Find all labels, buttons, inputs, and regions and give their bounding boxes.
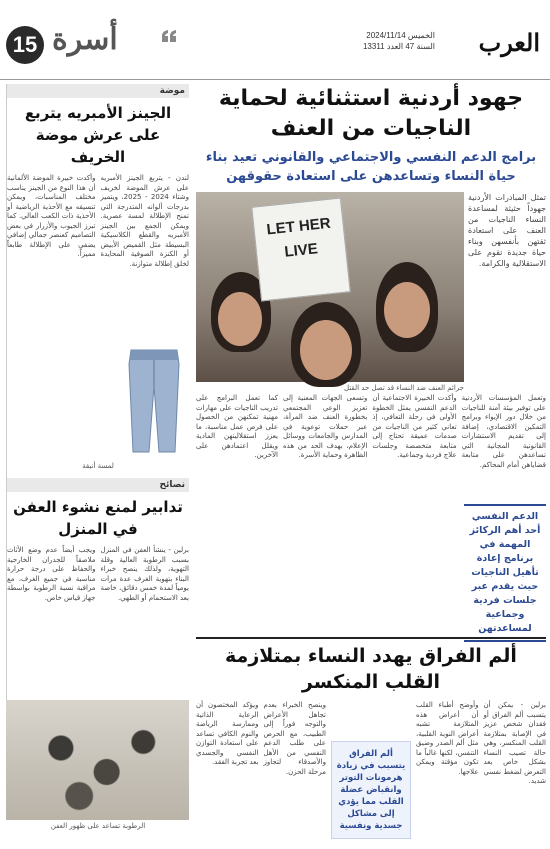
section-name: أسرة	[52, 22, 118, 57]
lead-text: تمثل المبادرات الأردنية جهوداً حثيثة لمساعدة النساء الناجيات من العنف على استعادة ثقتهن بأنفسهن وبناء حياة جديدة تقوم على الاستقلالية والكرامة.	[468, 193, 546, 268]
main-subhead: برامج الدعم النفسي والاجتماعي والقانوني تعيد بناء حياة النساء وتساعدهن على استعادة حقوقهن	[205, 150, 537, 184]
sidebar	[6, 84, 189, 830]
fashion-section-label: موضة	[7, 84, 189, 98]
second-headline: ألم الفراق يهدد النساء بمتلازمة القلب المنكسر	[225, 645, 517, 693]
jeans-image	[119, 346, 189, 456]
pull-quote: الدعم النفسي أحد أهم الركائز المهمة في برنامج إعادة تأهيل الناجيات حيث يقدم عبر جلسات فردية وجماعية لمساعدتهن	[464, 504, 546, 642]
advice-text-columns	[7, 546, 189, 696]
jeans-caption: لمسة أنيقة	[82, 462, 114, 470]
story2-column: ويؤكد المختصون أن الرعاية الذاتية وممارسة الرياضة والنوم الكافي تساعد على استعادة التوازن النفسي والجسدي بعد تجربة الفقد.	[196, 701, 259, 766]
story2-column: وينصح الخبراء بعدم تجاهل الأعراض والتوجه فوراً إلى الطبيب، مع الحرص على طلب الدعم النفسي من الأهل والأصدقاء لتجاوز مرحلة الحزن.	[263, 701, 326, 776]
protest-sign	[251, 198, 350, 302]
fashion-text: وأكدت خبيرة الموضة الألمانية أن هذا النوع من الجينز يناسب مختلف المناسبات، ويمكن تنسيقه مع الأحذية الرياضية أو الأحذية ذات الكعب العالي. كما تبرز الجيوب والأزرار في بعض التصاميم كعنصر جمالي إضافي يضفي على الإطلالة طابعاً مميزاً.	[7, 174, 96, 258]
photo-caption: جرائم العنف ضد النساء قد تصل حد القتل	[344, 384, 464, 392]
advice-title: تدابير لمنع نشوء العفن في المنزل	[13, 498, 183, 538]
mold-wall-image	[6, 700, 189, 820]
story2-column: وأوضح أطباء القلب أن أعراض هذه المتلازمة تشبه أعراض النوبة القلبية، مثل ألم الصدر وضيق التنفس، لكنها غالباً ما تكون مؤقتة ويمكن علاجها.	[416, 701, 479, 776]
body-column: كما تعمل البرامج على تدريب الناجيات على مهارات مهنية تمكنهن من الحصول على فرص عمل مناسبة، ما يعزز استقلاليتهن المادية ويقلل اعتمادهن على الآخرين.	[196, 394, 279, 459]
second-story-columns	[196, 701, 546, 849]
sign-line-2: LIVE	[283, 240, 319, 261]
issue-date: الخميس 2024/11/14	[366, 31, 435, 40]
main-headline: جهود أردنية استثنائية لحماية الناجيات من العنف	[218, 86, 524, 141]
advice-text: برلين - ينشأ العفن في المنزل بسبب الرطوبة العالية وقلة التهوية، ولذلك ينصح خبراء البناء بتهوية الغرف عدة مرات يومياً لمدة خمس دقائق، خاصة بعد الاستحمام أو الطهي.	[100, 546, 189, 602]
advice-text: ويجب أيضاً عدم وضع الأثاث ملاصقاً للجدران الخارجية والحفاظ على درجة حرارة مناسبة في جميع الغرف، مع مراقبة نسبة الرطوبة بواسطة جهاز قياس خاص.	[7, 546, 96, 602]
advice-section-label: نصائح	[7, 478, 189, 492]
page-number: 15	[6, 26, 44, 64]
issue-info	[363, 30, 435, 52]
second-story	[196, 637, 546, 849]
body-column: وأكدت الخبيرة الاجتماعية أن الدعم النفسي يمثل الخطوة الأولى في رحلة التعافي، إذ تعاني كثير من الناجيات من صدمات عميقة تحتاج إلى متابعة متخصصة وجلسات علاج فردية وجماعية.	[372, 394, 457, 459]
masthead	[0, 0, 550, 80]
mold-caption: الرطوبة تساعد على ظهور العفن	[50, 822, 146, 830]
fashion-text: لندن - يتربع الجينز الأمبريه على عرش الموضة لخريف وشتاء 2024 - 2025، ويتميز بدرجات ألوانه المتدرجة التي تمنح الإطلالة لمسة عصرية. ويمكن الجمع بين الجينز الأمبريه والقطع الكلاسيكية البسيطة مثل القميص الأبيض أو الكنزة الصوفية المحايدة لخلق إطلالة متوازنة.	[100, 174, 189, 268]
sign-line-1: LET HER	[265, 214, 332, 239]
story2-callout: ألم الفراق يتسبب في زيادة هرمونات التوتر وانقباض عضلة القلب مما يؤدي إلى مشاكل جسدية ونفسية	[331, 741, 411, 839]
main-content	[196, 84, 546, 831]
fashion-text-columns	[7, 174, 189, 342]
story2-column: برلين - يمكن أن يتسبب ألم الفراق أو فقدان شخص عزيز في الإصابة بمتلازمة القلب المنكسر، وهي حالة تصيب النساء بشكل خاص بعد التعرض لضغط نفسي شديد.	[483, 701, 546, 785]
quote-mark-icon	[160, 28, 178, 46]
newspaper-logo: العرب	[478, 28, 540, 57]
protest-photo	[196, 192, 464, 382]
fashion-title: الجينز الأمبريه يتربع على عرش موضة الخريف	[24, 104, 172, 166]
body-column: وتعمل المؤسسات الأردنية على توفير بيئة آمنة للناجيات من خلال دور الإيواء وبرامج التمكين الاقتصادي، إضافة إلى تقديم الاستشارات القانونية المجانية التي تساعدهن على متابعة قضاياهن أمام المحاكم.	[461, 394, 546, 469]
body-column: وتسعى الجهات المعنية إلى تعزيز الوعي المجتمعي بخطورة العنف ضد المرأة، عبر حملات توعوية في المدارس والجامعات ووسائل الإعلام، بهدف الحد من هذه الظاهرة وحماية الأسرة.	[283, 394, 368, 459]
lead-column	[468, 192, 546, 382]
issue-number: السنة 47 العدد 13311	[362, 42, 435, 51]
pull-quote-box	[464, 504, 546, 642]
